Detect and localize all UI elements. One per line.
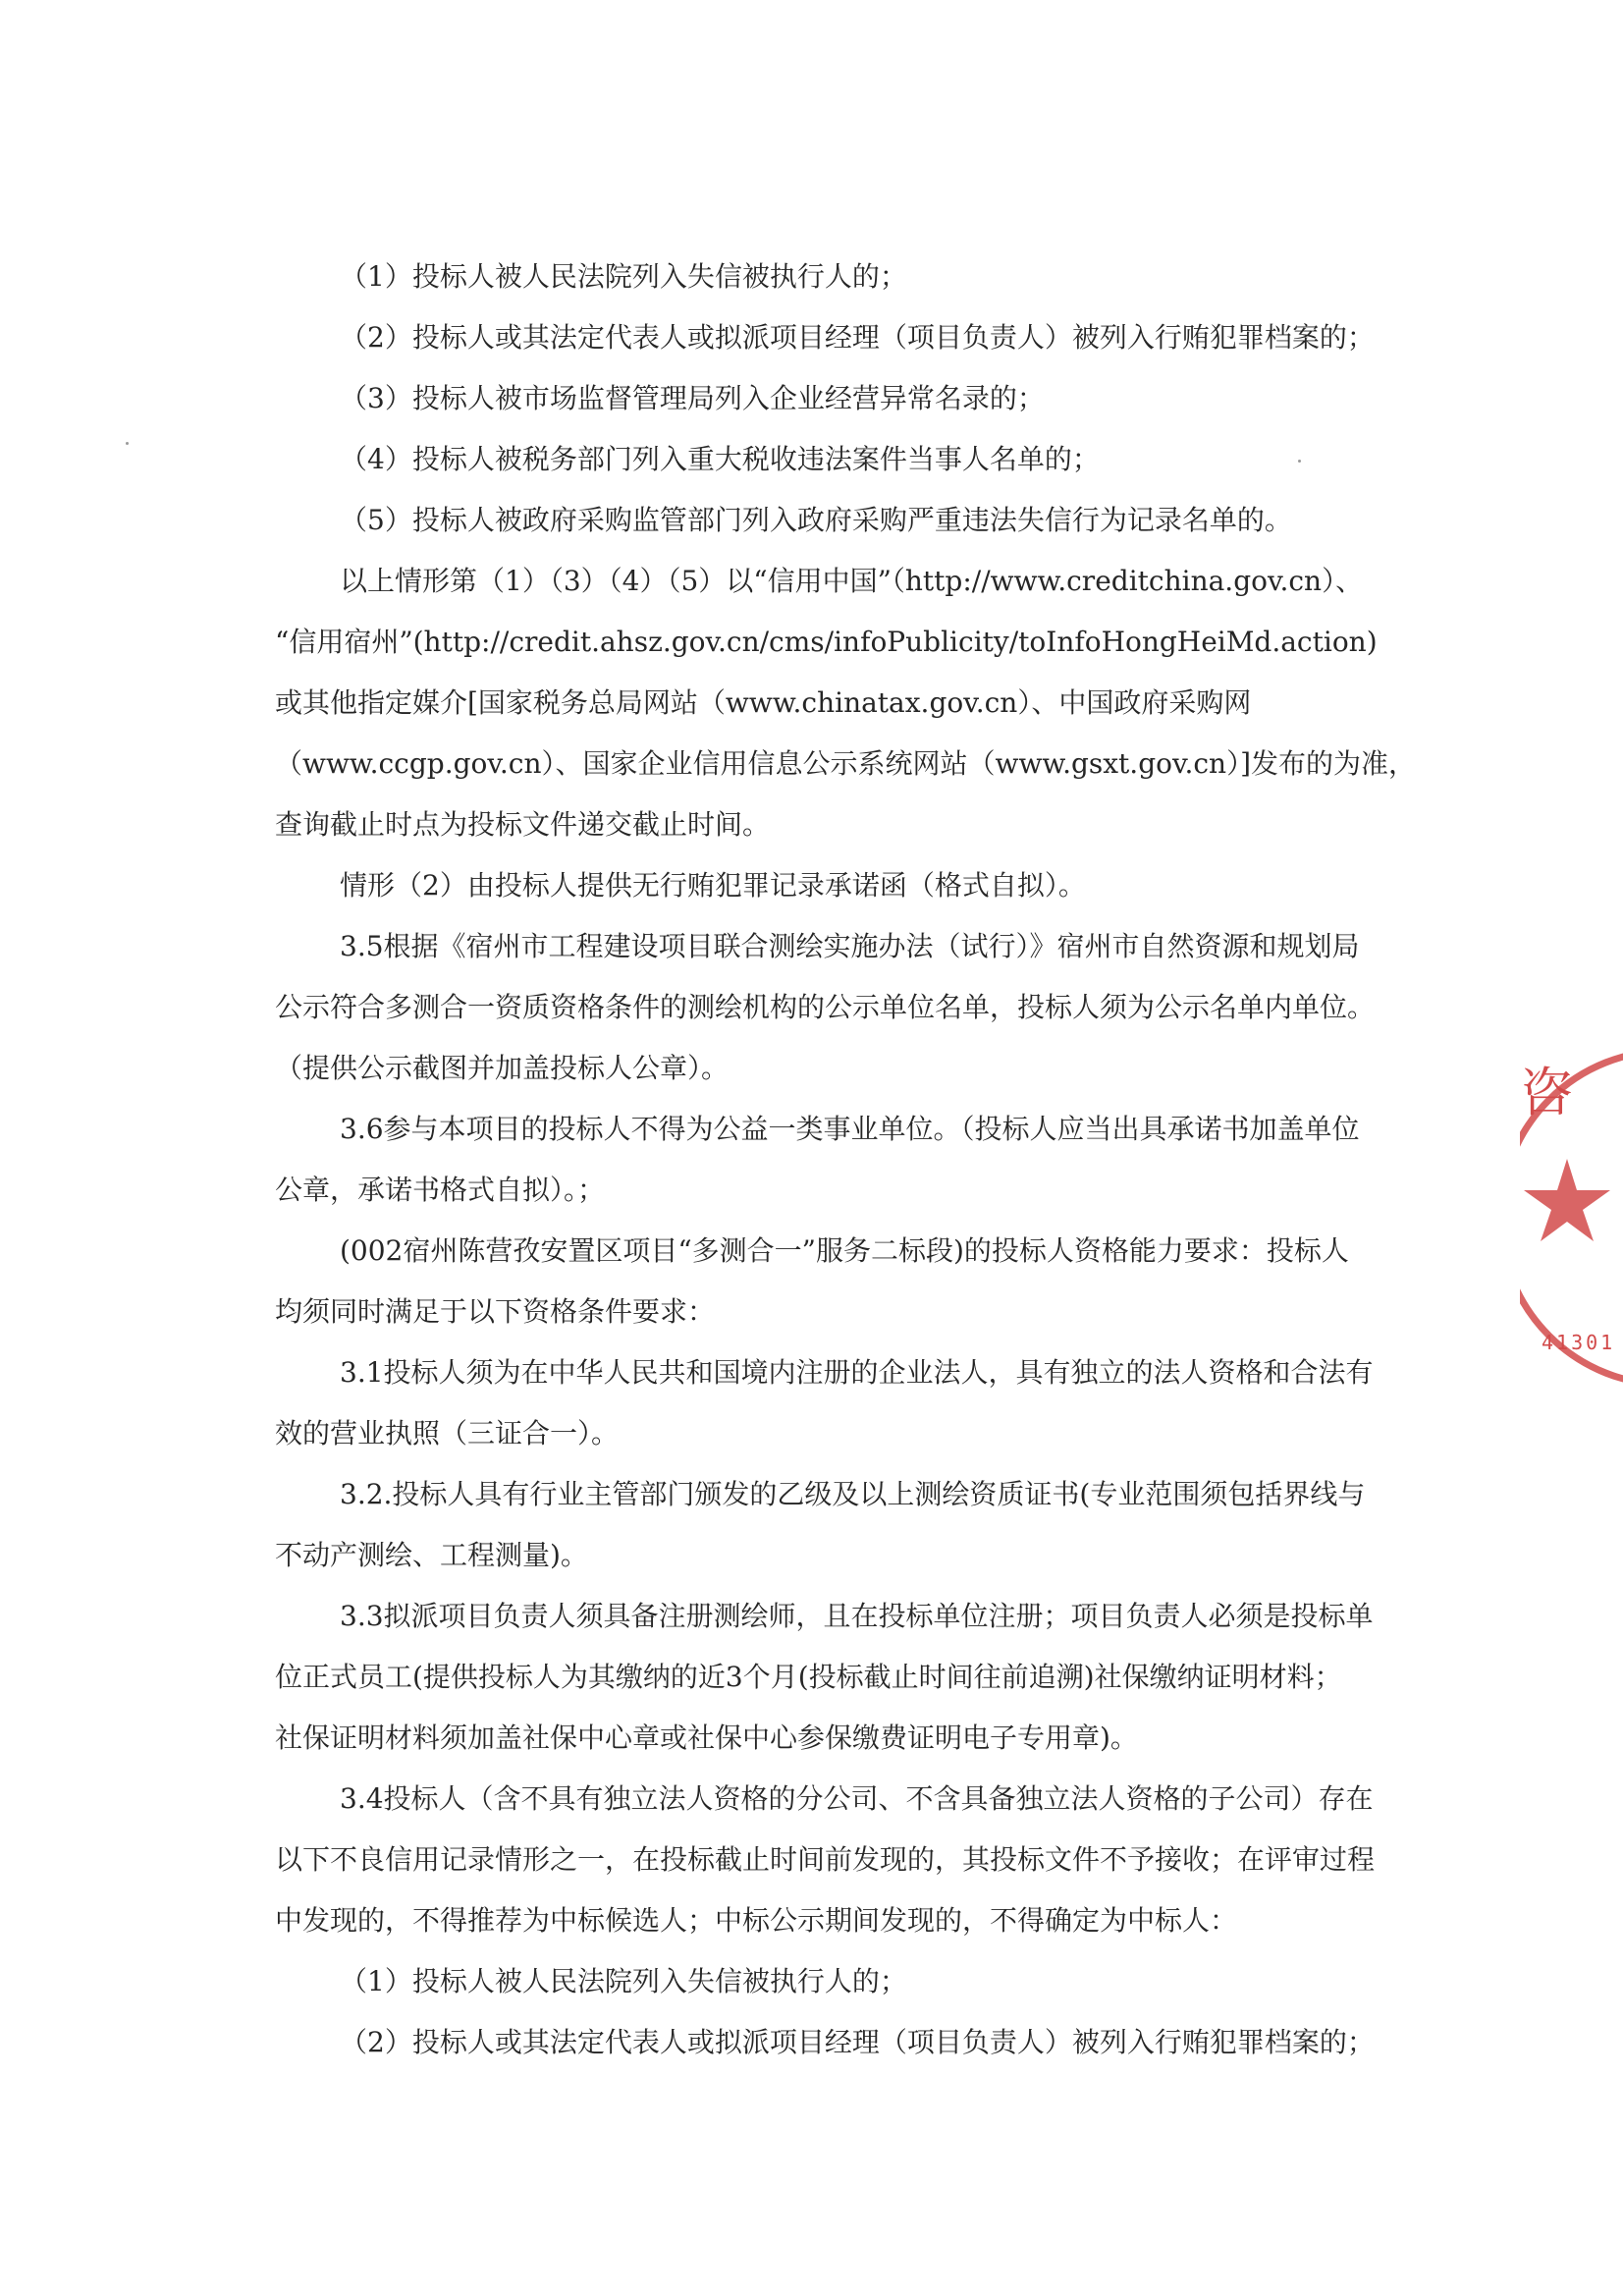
text-line: 3.1投标人须为在中华人民共和国境内注册的企业法人，具有独立的法人资格和合法有 (340, 1356, 1374, 1389)
text-line: 均须同时满足于以下资格条件要求： (275, 1295, 716, 1328)
text-line: 情形（2）由投标人提供无行贿犯罪记录承诺函（格式自拟）。 (340, 869, 1086, 902)
text-line: 公示符合多测合一资质资格条件的测绘机构的公示单位名单，投标人须为公示名单内单位。 (275, 991, 1376, 1023)
text-line: 以上情形第（1）（3）（4）（5）以“信用中国”（http://www.creditchina.gov.cn）、 (340, 565, 1364, 597)
text-line: （2）投标人或其法定代表人或拟派项目经理（项目负责人）被列入行贿犯罪档案的； (340, 321, 1375, 354)
text-line: 查询截止时点为投标文件递交截止时间。 (275, 808, 771, 841)
text-line: （1）投标人被人民法院列入失信被执行人的； (340, 1965, 907, 1997)
text-line: （1）投标人被人民法院列入失信被执行人的； (340, 260, 907, 293)
text-line: 3.2.投标人具有行业主管部门颁发的乙级及以上测绘资质证书(专业范围须包括界线与 (340, 1478, 1366, 1510)
text-line: 不动产测绘、工程测量)。 (275, 1539, 588, 1571)
text-line: （4）投标人被税务部门列入重大税收违法案件当事人名单的； (340, 443, 1100, 475)
text-line: 中发现的，不得推荐为中标候选人；中标公示期间发现的，不得确定为中标人： (275, 1904, 1238, 1937)
text-line: （2）投标人或其法定代表人或拟派项目经理（项目负责人）被列入行贿犯罪档案的； (340, 2026, 1375, 2058)
scan-speck (1298, 460, 1301, 463)
text-line: 3.6参与本项目的投标人不得为公益一类事业单位。（投标人应当出具承诺书加盖单位 (340, 1113, 1360, 1145)
seal-text: 咨 (1520, 1062, 1577, 1123)
text-line: 位正式员工(提供投标人为其缴纳的近3个月(投标截止时间往前追溯)社保缴纳证明材料； (275, 1661, 1342, 1693)
text-line: （5）投标人被政府采购监管部门列入政府采购严重违法失信行为记录名单的。 (340, 504, 1292, 536)
text-line: 社保证明材料须加盖社保中心章或社保中心参保缴费证明电子专用章)。 (275, 1722, 1138, 1754)
text-line: 3.3拟派项目负责人须具备注册测绘师，且在投标单位注册；项目负责人必须是投标单 (340, 1600, 1374, 1632)
text-line: 3.5根据《宿州市工程建设项目联合测绘实施办法（试行）》宿州市自然资源和规划局 (340, 930, 1360, 962)
seal-number: 41301 (1542, 1331, 1616, 1354)
scan-speck (126, 442, 129, 445)
text-line: 以下不良信用记录情形之一，在投标截止时间前发现的，其投标文件不予接收；在评审过程 (275, 1843, 1376, 1876)
seal-star-icon (1524, 1159, 1610, 1241)
text-line: （www.ccgp.gov.cn）、国家企业信用信息公示系统网站（www.gsxt.gov.cn）]发布的为准， (275, 747, 1417, 780)
text-line: 或其他指定媒介[国家税务总局网站（www.chinatax.gov.cn）、中国政府采购网 (275, 686, 1252, 719)
text-line: （3）投标人被市场监督管理局列入企业经营异常名录的； (340, 382, 1045, 414)
text-line: 3.4投标人（含不具有独立法人资格的分公司、不含具备独立法人资格的子公司）存在 (340, 1782, 1374, 1815)
company-seal (1520, 1031, 1623, 1394)
text-line: “信用宿州”(http://credit.ahsz.gov.cn/cms/infoPublicity/toInfoHongHeiMd.action) (275, 626, 1378, 658)
text-line: （提供公示截图并加盖投标人公章）。 (275, 1052, 730, 1084)
text-line: 效的营业执照（三证合一）。 (275, 1417, 620, 1449)
text-line: 公章，承诺书格式自拟）。； (275, 1174, 606, 1206)
text-line: (002宿州陈营孜安置区项目“多测合一”服务二标段)的投标人资格能力要求：投标人 (340, 1234, 1349, 1267)
